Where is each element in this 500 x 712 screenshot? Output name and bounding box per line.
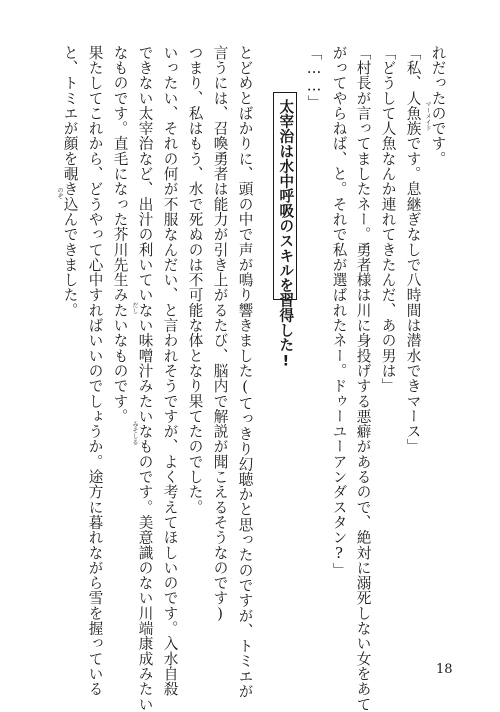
text-column-4: 「村長が言ってましたネー。勇者様は川に身投げする悪癖があるので、絶対に溺死しない女をあて bbox=[354, 45, 372, 712]
ruby-dashi: だし bbox=[131, 302, 138, 314]
text-column-12: なものです。直毛になった芥川先生みたいなものです。 bbox=[111, 45, 129, 424]
text-column-14: と、トミエが顔を覗き込んできました。 bbox=[61, 45, 79, 318]
section-heading: 太宰治は水中呼吸のスキルを習得した! bbox=[277, 99, 295, 370]
text-column-2: 「私、人魚族です。息継ぎなしで八時間は潜水できマース」 bbox=[404, 45, 422, 455]
text-column-6: 「……」 bbox=[305, 45, 323, 111]
text-column-1: れだったのです。 bbox=[429, 45, 447, 167]
text-column-9: つまり、私はもう、水で死ぬのは不可能な体となり果てたのでした。 bbox=[186, 45, 204, 515]
text-column-5: がってやらねば、と。それで私が選ばれたネー。ドゥーユーアンダスタン?」 bbox=[330, 45, 348, 578]
page-number: 18 bbox=[436, 662, 453, 677]
ruby-nozo: のぞ bbox=[56, 187, 63, 199]
text-column-7: とどめとばかりに、頭の中で声が鳴り響きました(てっきり幻聴かと思ったのですが、トミエが bbox=[236, 45, 254, 699]
text-column-13: 果たしてこれから、どうやって心中すればいいのでしょうか。途方に暮れながら雪を握っている bbox=[86, 45, 104, 697]
ruby-mermaid: マーメイド bbox=[424, 101, 431, 131]
text-column-10: いったい、それの何が不服なんだい、と言われそうですが、よく考えてほしいのです。入水自殺 bbox=[161, 45, 179, 697]
text-column-11: できない太宰治など、出汁の利いていない味噌汁みたいなものです。美意識のない川端康成みたい bbox=[136, 45, 154, 712]
text-column-8: 言うには、召喚勇者は能力が引き上がるたび、脳内で解説が聞こえるそうなのです) bbox=[211, 45, 229, 624]
text-column-3: 「どうして人魚なんか連れてきたんだ、あの男は」 bbox=[379, 45, 397, 394]
section-heading-box bbox=[273, 92, 297, 370]
ruby-misoshiru: みそしる bbox=[131, 421, 138, 445]
